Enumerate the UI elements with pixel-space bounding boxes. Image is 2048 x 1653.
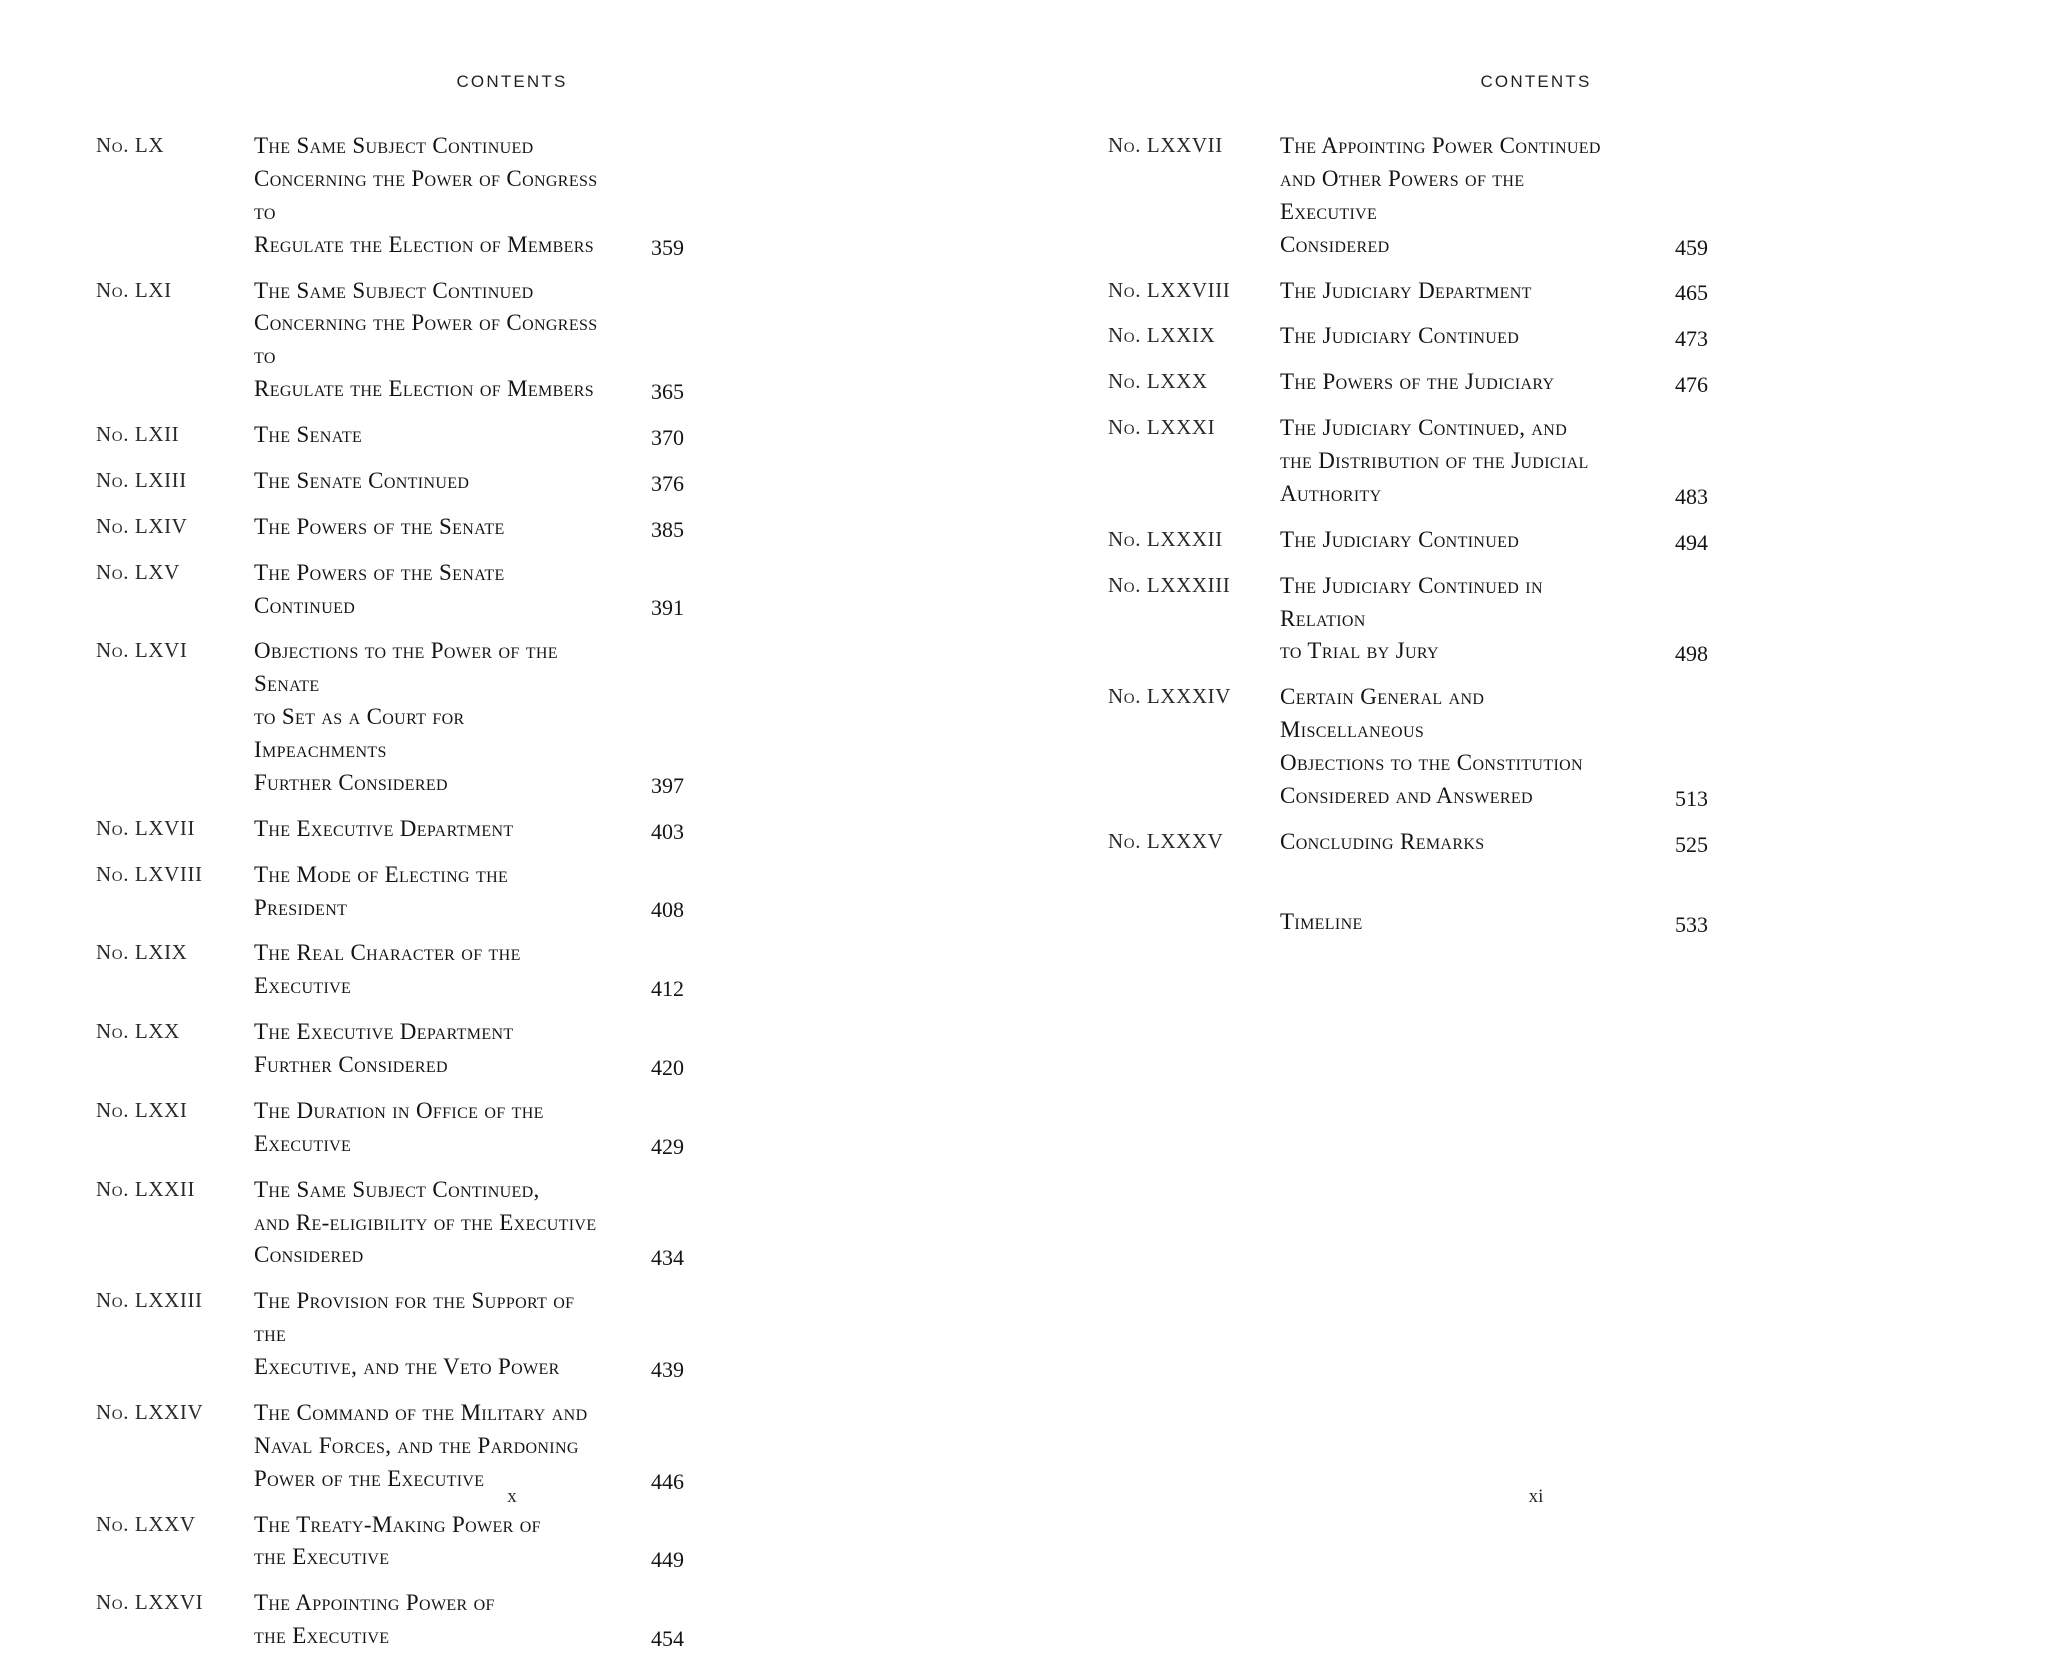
- toc-entry-page-number: 465: [1675, 280, 1708, 306]
- toc-entry-number: No. LXXII: [96, 1176, 196, 1201]
- toc-list-left: [0, 130, 1024, 1653]
- toc-entry[interactable]: [1108, 906, 1708, 939]
- toc-entry-title-line: Objections to the Power of the Senate: [254, 638, 558, 697]
- toc-entry-title-line: Certain General and Miscellaneous: [1280, 684, 1485, 743]
- toc-entry[interactable]: [96, 557, 684, 623]
- toc-entry-number: No. LXXI: [96, 1097, 188, 1122]
- page-header-right: CONTENTS: [1480, 72, 1592, 91]
- toc-entry[interactable]: [96, 1174, 684, 1273]
- toc-entry-title-line: The Powers of the Judiciary: [1280, 369, 1555, 395]
- toc-entry[interactable]: [1108, 412, 1708, 511]
- toc-entry-title-line: The Judiciary Continued, and: [1280, 415, 1568, 441]
- toc-entry-title-line: The Treaty-Making Power of: [254, 1511, 541, 1537]
- toc-entry-title-line: Concerning the Power of Congress to: [254, 310, 598, 369]
- toc-entry[interactable]: [96, 275, 684, 407]
- page-header-left: CONTENTS: [456, 72, 568, 91]
- toc-entry[interactable]: [1108, 320, 1708, 353]
- toc-entry-title-line: The Executive Department: [254, 815, 514, 841]
- toc-entry-title: [254, 1509, 598, 1575]
- toc-entry-title-line: The Executive Department: [254, 1019, 514, 1045]
- toc-entry-title-line: Power of the Executive: [254, 1465, 485, 1491]
- toc-entry-title-line: Considered and Answered: [1280, 782, 1533, 808]
- toc-entry-title-line: The Same Subject Continued: [254, 133, 534, 158]
- toc-entry[interactable]: [1108, 275, 1708, 308]
- toc-entry-number: No. LXXXV: [1108, 828, 1224, 853]
- toc-entry-title-line: The Senate Continued: [254, 467, 470, 493]
- toc-entry-number: No. LX: [96, 133, 165, 157]
- toc-entry[interactable]: [96, 130, 684, 262]
- toc-entry-title-line: The Senate: [254, 422, 363, 447]
- toc-entry-title: [254, 511, 598, 544]
- toc-entry-title: [254, 937, 598, 1003]
- toc-entry-page-number: 449: [651, 1547, 684, 1573]
- toc-entry-number: No. LXXXII: [1108, 526, 1223, 551]
- toc-entry-number: [1108, 906, 1280, 907]
- toc-entry-title: [1280, 906, 1622, 939]
- toc-entry-page-number: 446: [651, 1468, 684, 1494]
- toc-entry[interactable]: [1108, 366, 1708, 399]
- toc-entry[interactable]: [96, 1587, 684, 1653]
- toc-entry-title-line: the Executive: [254, 1544, 390, 1570]
- toc-entry-title-line: Authority: [1280, 480, 1382, 506]
- toc-entry[interactable]: [96, 1285, 684, 1384]
- toc-entry-number: No. LXXVII: [1108, 133, 1223, 157]
- toc-entry-number: No. LXXIII: [96, 1288, 203, 1313]
- toc-entry-title: [254, 1016, 598, 1082]
- toc-entry-number: No. LXVII: [96, 815, 196, 840]
- toc-entry[interactable]: [1108, 681, 1708, 813]
- toc-entry-title-line: to Trial by Jury: [1280, 638, 1439, 664]
- toc-entry[interactable]: [1108, 130, 1708, 262]
- toc-entry[interactable]: [96, 635, 684, 799]
- toc-entry-title: [1280, 412, 1622, 511]
- toc-entry-title-line: Considered: [1280, 231, 1390, 257]
- toc-entry[interactable]: [96, 813, 684, 846]
- toc-entry-page-number: 385: [651, 516, 684, 542]
- toc-entry-page-number: 359: [651, 234, 684, 260]
- toc-entry-title: [254, 1285, 598, 1384]
- toc-entry-title-line: Regulate the Election of Members: [254, 231, 595, 257]
- toc-entry-title: [254, 275, 598, 407]
- toc-entry-page-number: 483: [1675, 483, 1708, 509]
- toc-entry[interactable]: [96, 1016, 684, 1082]
- toc-entry-title: [254, 813, 598, 846]
- toc-entry-title: [254, 1095, 598, 1161]
- toc-entry-number: No. LXXIV: [96, 1399, 204, 1424]
- toc-entry-page-number: 376: [651, 470, 684, 496]
- toc-entry-page-number: 439: [651, 1356, 684, 1382]
- toc-section-spacer: [1108, 872, 1708, 906]
- toc-entry[interactable]: [96, 1509, 684, 1575]
- toc-entry-title: [1280, 366, 1622, 399]
- toc-entry-title-line: Further Considered: [254, 769, 448, 795]
- toc-entry-page-number: 370: [651, 424, 684, 450]
- toc-entry-title: [254, 859, 598, 925]
- toc-entry-title: [254, 1587, 598, 1653]
- toc-entry-title-line: The Same Subject Continued,: [254, 1176, 540, 1202]
- toc-entry-title-line: to Set as a Court for Impeachments: [254, 704, 465, 762]
- toc-entry-title-line: Objections to the Constitution: [1280, 750, 1583, 775]
- toc-entry-title: [1280, 570, 1622, 669]
- toc-entry[interactable]: [96, 859, 684, 925]
- toc-entry[interactable]: [96, 937, 684, 1003]
- toc-entry-number: No. LXXXIII: [1108, 572, 1231, 597]
- toc-entry-number: No. LXXXIV: [1108, 684, 1231, 709]
- toc-entry-number: No. LXIX: [96, 940, 188, 965]
- toc-entry-page-number: 525: [1675, 831, 1708, 857]
- toc-entry-title-line: Regulate the Election of Members: [254, 376, 595, 402]
- toc-entry-page-number: 498: [1675, 641, 1708, 667]
- toc-entry-number: No. LXIV: [96, 513, 188, 538]
- toc-entry-title: [254, 419, 598, 452]
- toc-entry-title: [254, 1397, 598, 1496]
- toc-entry-number: No. LXVIII: [96, 861, 203, 886]
- toc-entry[interactable]: [96, 465, 684, 498]
- toc-entry[interactable]: [1108, 826, 1708, 859]
- toc-list-right: [1024, 130, 2048, 939]
- toc-entry-title-line: The Powers of the Senate: [254, 513, 505, 539]
- toc-entry-title-line: The Mode of Electing the President: [254, 861, 509, 920]
- toc-entry-title: [254, 1174, 598, 1273]
- toc-entry-number: No. LXX: [96, 1019, 180, 1044]
- toc-entry-title: [1280, 320, 1622, 353]
- toc-entry-page-number: 365: [651, 379, 684, 404]
- toc-entry-page-number: 454: [651, 1626, 684, 1651]
- toc-entry-title-line: and Re-eligibility of the Executive: [254, 1209, 597, 1235]
- toc-entry[interactable]: [96, 511, 684, 544]
- toc-entry-number: No. LXXVIII: [1108, 277, 1231, 302]
- toc-entry-title-line: The Duration in Office of the: [254, 1097, 544, 1123]
- toc-entry[interactable]: [1108, 570, 1708, 669]
- toc-entry-number: No. LXIII: [96, 467, 187, 492]
- toc-entry-page-number: 420: [651, 1054, 684, 1080]
- toc-entry-number: No. LXXX: [1108, 369, 1208, 394]
- toc-entry-title-line: The Judiciary Continued: [1280, 526, 1520, 552]
- toc-entry-title: [1280, 826, 1622, 859]
- toc-entry-page-number: 513: [1675, 785, 1708, 811]
- toc-entry-title-line: The Real Character of the Executive: [254, 940, 521, 999]
- toc-entry-title: [1280, 275, 1622, 308]
- toc-entry-number: No. LXVI: [96, 638, 188, 663]
- toc-entry-title: [1280, 524, 1622, 557]
- toc-entry-title-line: Executive, and the Veto Power: [254, 1354, 560, 1379]
- toc-entry-title-line: The Command of the Military and: [254, 1399, 588, 1425]
- toc-entry-page-number: 429: [651, 1133, 684, 1159]
- toc-entry-title-line: The Same Subject Continued: [254, 277, 534, 303]
- right-page: [1024, 0, 2048, 1560]
- toc-entry-title-line: The Judiciary Continued in Relation: [1280, 572, 1543, 631]
- toc-entry-page-number: 412: [651, 976, 684, 1002]
- toc-entry-number: No. LXXIX: [1108, 323, 1216, 348]
- toc-entry[interactable]: [96, 1095, 684, 1161]
- toc-entry-page-number: 494: [1675, 529, 1708, 555]
- toc-entry-title-line: Executive: [254, 1130, 352, 1156]
- toc-entry-title-line: Further Considered: [254, 1052, 448, 1077]
- toc-entry-page-number: 391: [651, 595, 684, 621]
- toc-entry-title-line: The Powers of the Senate Continued: [254, 559, 505, 618]
- toc-entry-title-line: Considered: [254, 1242, 364, 1268]
- toc-entry-title-line: The Provision for the Support of the: [254, 1288, 575, 1347]
- toc-entry[interactable]: [1108, 524, 1708, 557]
- toc-entry[interactable]: [96, 1397, 684, 1496]
- toc-entry-number: No. LXII: [96, 422, 180, 446]
- toc-entry-page-number: 397: [651, 772, 684, 798]
- toc-entry-number: No. LXI: [96, 277, 172, 302]
- toc-entry-number: No. LXXXI: [1108, 415, 1216, 440]
- toc-entry-title-line: The Appointing Power of: [254, 1590, 495, 1616]
- folio-right: xi: [1528, 1486, 1544, 1507]
- toc-entry-title-line: and Other Powers of the Executive: [1280, 165, 1525, 224]
- toc-entry-title-line: The Judiciary Department: [1280, 277, 1532, 303]
- toc-entry-title: [254, 557, 598, 623]
- toc-entry-title-line: Concerning the Power of Congress to: [254, 165, 598, 224]
- toc-entry-title: [254, 635, 598, 799]
- toc-entry-title-line: Naval Forces, and the Pardoning: [254, 1432, 579, 1458]
- toc-entry-title-line: The Appointing Power Continued: [1280, 133, 1601, 158]
- toc-entry-title-line: the Executive: [254, 1623, 390, 1649]
- toc-entry-page-number: 403: [651, 818, 684, 844]
- toc-entry-title-line: The Judiciary Continued: [1280, 323, 1520, 349]
- toc-entry-title: [254, 465, 598, 498]
- toc-entry-title-line: the Distribution of the Judicial: [1280, 448, 1589, 473]
- toc-entry-number: No. LXXVI: [96, 1590, 204, 1615]
- toc-entry-title: [1280, 130, 1622, 262]
- toc-entry-title: [254, 130, 598, 262]
- toc-entry-page-number: 476: [1675, 372, 1708, 398]
- toc-entry-page-number: 473: [1675, 326, 1708, 352]
- toc-entry[interactable]: [96, 419, 684, 452]
- toc-entry-page-number: 408: [651, 897, 684, 923]
- folio-left: x: [507, 1486, 517, 1507]
- toc-entry-page-number: 533: [1675, 911, 1708, 937]
- toc-entry-title: [1280, 681, 1622, 813]
- toc-entry-page-number: 434: [651, 1245, 684, 1271]
- toc-entry-title-line: Concluding Remarks: [1280, 828, 1485, 854]
- left-page: [0, 0, 1024, 1651]
- toc-entry-number: No. LXV: [96, 559, 180, 584]
- toc-entry-page-number: 459: [1675, 234, 1708, 260]
- toc-entry-number: No. LXXV: [96, 1511, 196, 1536]
- toc-entry-title-line: Timeline: [1280, 908, 1363, 934]
